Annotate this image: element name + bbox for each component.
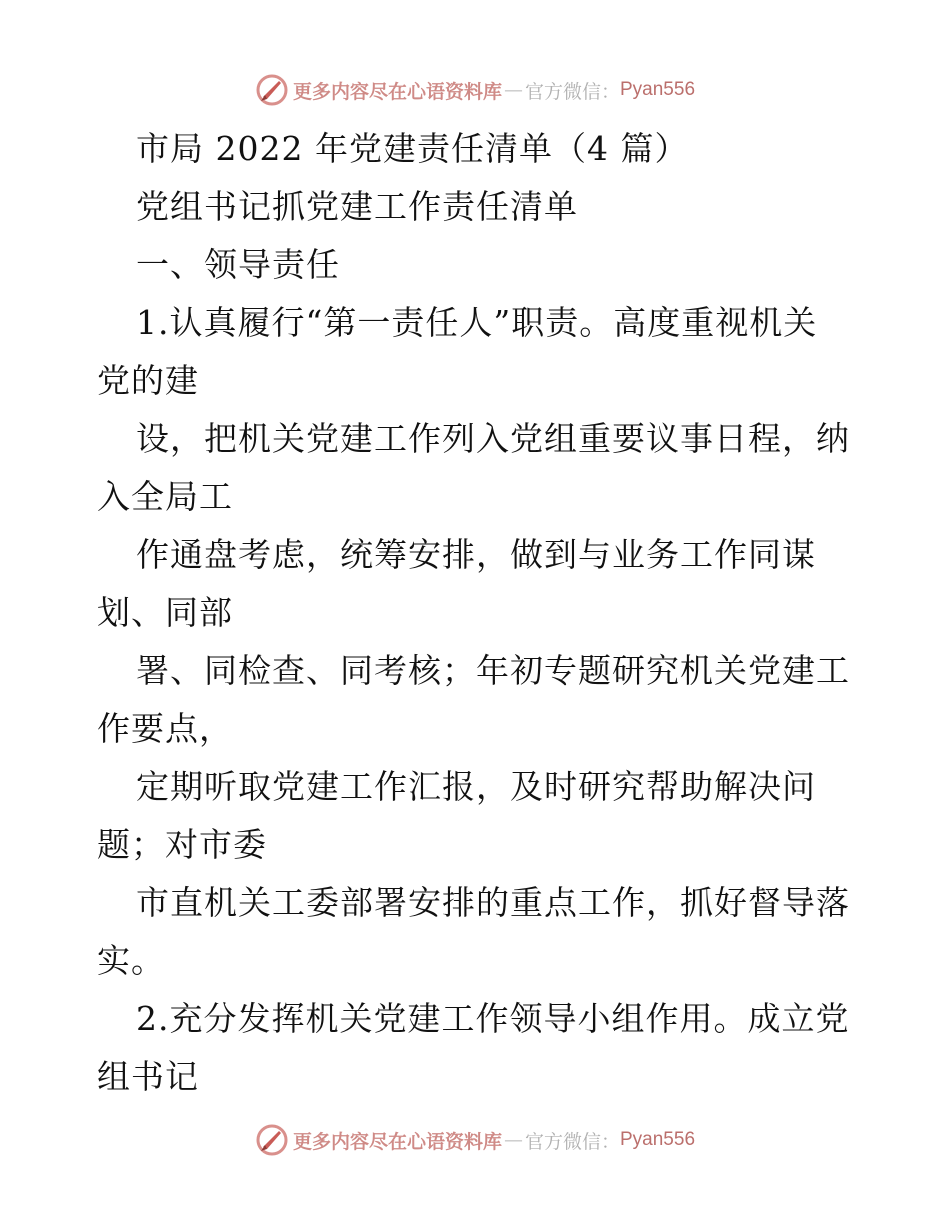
section-heading: 一、领导责任 [136, 245, 340, 284]
watermark-official-label: 官方微信： [524, 80, 620, 103]
paragraph-line: 设，把机关党建工作列入党组重要议事日程，纳 [136, 419, 850, 458]
watermark-text: 更多内容尽在心语资料库 [292, 80, 502, 103]
footer-watermark [0, 1120, 950, 1160]
paragraph-line: 2.充分发挥机关党建工作领导小组作用。成立党 [136, 999, 850, 1038]
paragraph-line: 组书记 [97, 1057, 199, 1096]
paragraph-line: 入全局工 [97, 477, 233, 516]
watermark-wechat-id: Pyan556 [620, 79, 696, 100]
paragraph-line: 题；对市委 [97, 825, 267, 864]
watermark-official-label: 官方微信： [524, 1130, 620, 1153]
paragraph-line: 定期听取党建工作汇报，及时研究帮助解决问 [136, 767, 816, 806]
paragraph-line: 作要点， [97, 709, 233, 748]
paragraph-line: 1.认真履行“第一责任人”职责。高度重视机关 [136, 303, 818, 342]
paragraph-line: 市直机关工委部署安排的重点工作，抓好督导落 [136, 883, 850, 922]
paragraph-line: 作通盘考虑，统筹安排，做到与业务工作同谋 [136, 535, 816, 574]
document-title: 市局 2022 年党建责任清单（4 篇） [136, 129, 689, 168]
document-body [97, 120, 867, 1106]
paragraph-line: 党的建 [97, 361, 199, 400]
header-watermark [0, 70, 950, 110]
watermark-dash: — [503, 79, 523, 101]
paragraph-line: 实。 [97, 941, 165, 980]
watermark-text: 更多内容尽在心语资料库 [292, 1130, 502, 1153]
watermark-dash: — [503, 1129, 523, 1151]
quill-logo-icon [255, 73, 289, 107]
section-title: 党组书记抓党建工作责任清单 [136, 187, 578, 226]
quill-logo-icon [255, 1123, 289, 1157]
paragraph-line: 划、同部 [97, 593, 233, 632]
paragraph-line: 署、同检查、同考核；年初专题研究机关党建工 [136, 651, 850, 690]
watermark-wechat-id: Pyan556 [620, 1129, 696, 1150]
